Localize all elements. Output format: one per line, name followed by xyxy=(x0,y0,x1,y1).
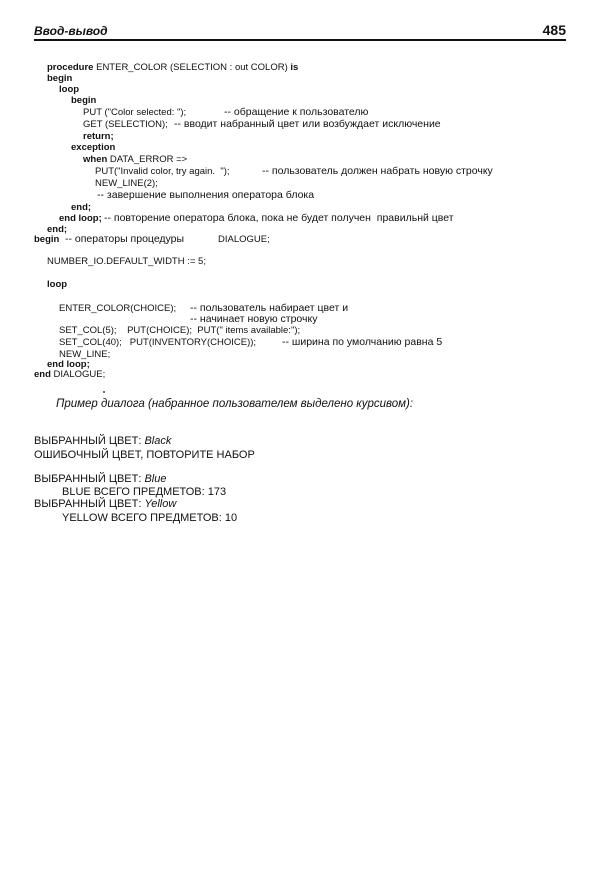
comment-line-10: -- пользователь должен набрать новую строчку xyxy=(262,165,493,177)
code-line-18: loop xyxy=(47,279,68,290)
code-line-4: begin xyxy=(71,95,97,106)
header-rule xyxy=(34,39,566,41)
comment-line-12: -- завершение выполнения оператора блока xyxy=(97,189,315,201)
page-number: 485 xyxy=(542,22,566,38)
code-line-24: end loop; xyxy=(47,359,90,370)
code-line-14: end loop; xyxy=(59,213,102,224)
code-line-13: end; xyxy=(71,202,92,213)
code-line-25: end DIALOGUE; xyxy=(34,369,106,380)
code-line-16-name: DIALOGUE; xyxy=(218,234,270,245)
code-line-5: PUT ("Color selected: "); xyxy=(83,107,187,118)
comment-line-6: -- вводит набранный цвет или возбуждает исключение xyxy=(174,118,441,130)
dialog-line-2: ОШИБОЧНЫЙ ЦВЕТ, ПОВТОРИТЕ НАБОР xyxy=(34,449,255,461)
code-line-6: GET (SELECTION); xyxy=(83,119,168,130)
code-line-21: SET_COL(5); PUT(CHOICE); PUT(" items available:"); xyxy=(59,325,301,336)
dialog-caption: Пример диалога (набранное пользователем выделено курсивом): xyxy=(56,398,414,410)
code-line-8: exception xyxy=(71,142,116,153)
comment-line-14: -- повторение оператора блока, пока не будет получен правильнй цвет xyxy=(104,212,454,224)
dialog-line-4: BLUE ВСЕГО ПРЕДМЕТОВ: 173 xyxy=(62,486,227,498)
running-title: Ввод-вывод xyxy=(34,24,108,38)
dialog-line-1: ВЫБРАННЫЙ ЦВЕТ: Black xyxy=(34,435,172,447)
comment-line-22: -- ширина по умолчанию равна 5 xyxy=(282,336,443,348)
code-line-11: NEW_LINE(2); xyxy=(95,178,158,189)
code-line-17: NUMBER_IO.DEFAULT_WIDTH := 5; xyxy=(47,256,206,267)
code-line-10: PUT("Invalid color, try again. "); xyxy=(95,166,230,177)
stray-dot xyxy=(103,391,105,393)
comment-line-16: -- операторы процедуры xyxy=(65,233,185,245)
comment-line-5: -- обращение к пользователю xyxy=(224,106,369,118)
code-line-3: loop xyxy=(59,84,80,95)
dialog-line-6: YELLOW ВСЕГО ПРЕДМЕТОВ: 10 xyxy=(62,512,238,524)
code-line-2: begin xyxy=(47,73,73,84)
code-line-9: when DATA_ERROR => xyxy=(83,154,188,165)
code-line-7: return; xyxy=(83,131,114,142)
code-line-1: procedure ENTER_COLOR (SELECTION : out COLOR) is xyxy=(47,62,299,73)
comment-line-19: -- пользователь набирает цвет и xyxy=(190,302,349,314)
comment-line-20: -- начинает новую строчку xyxy=(190,313,318,325)
code-line-22: SET_COL(40); PUT(INVENTORY(CHOICE)); xyxy=(59,337,257,348)
dialog-line-3: ВЫБРАННЫЙ ЦВЕТ: Blue xyxy=(34,473,167,485)
code-line-23: NEW_LINE; xyxy=(59,349,111,360)
dialog-line-5: ВЫБРАННЫЙ ЦВЕТ: Yellow xyxy=(34,498,177,510)
code-line-16-keyword: begin xyxy=(34,234,60,245)
code-line-19: ENTER_COLOR(CHOICE); xyxy=(59,303,177,314)
code-line-15: end; xyxy=(47,224,68,235)
